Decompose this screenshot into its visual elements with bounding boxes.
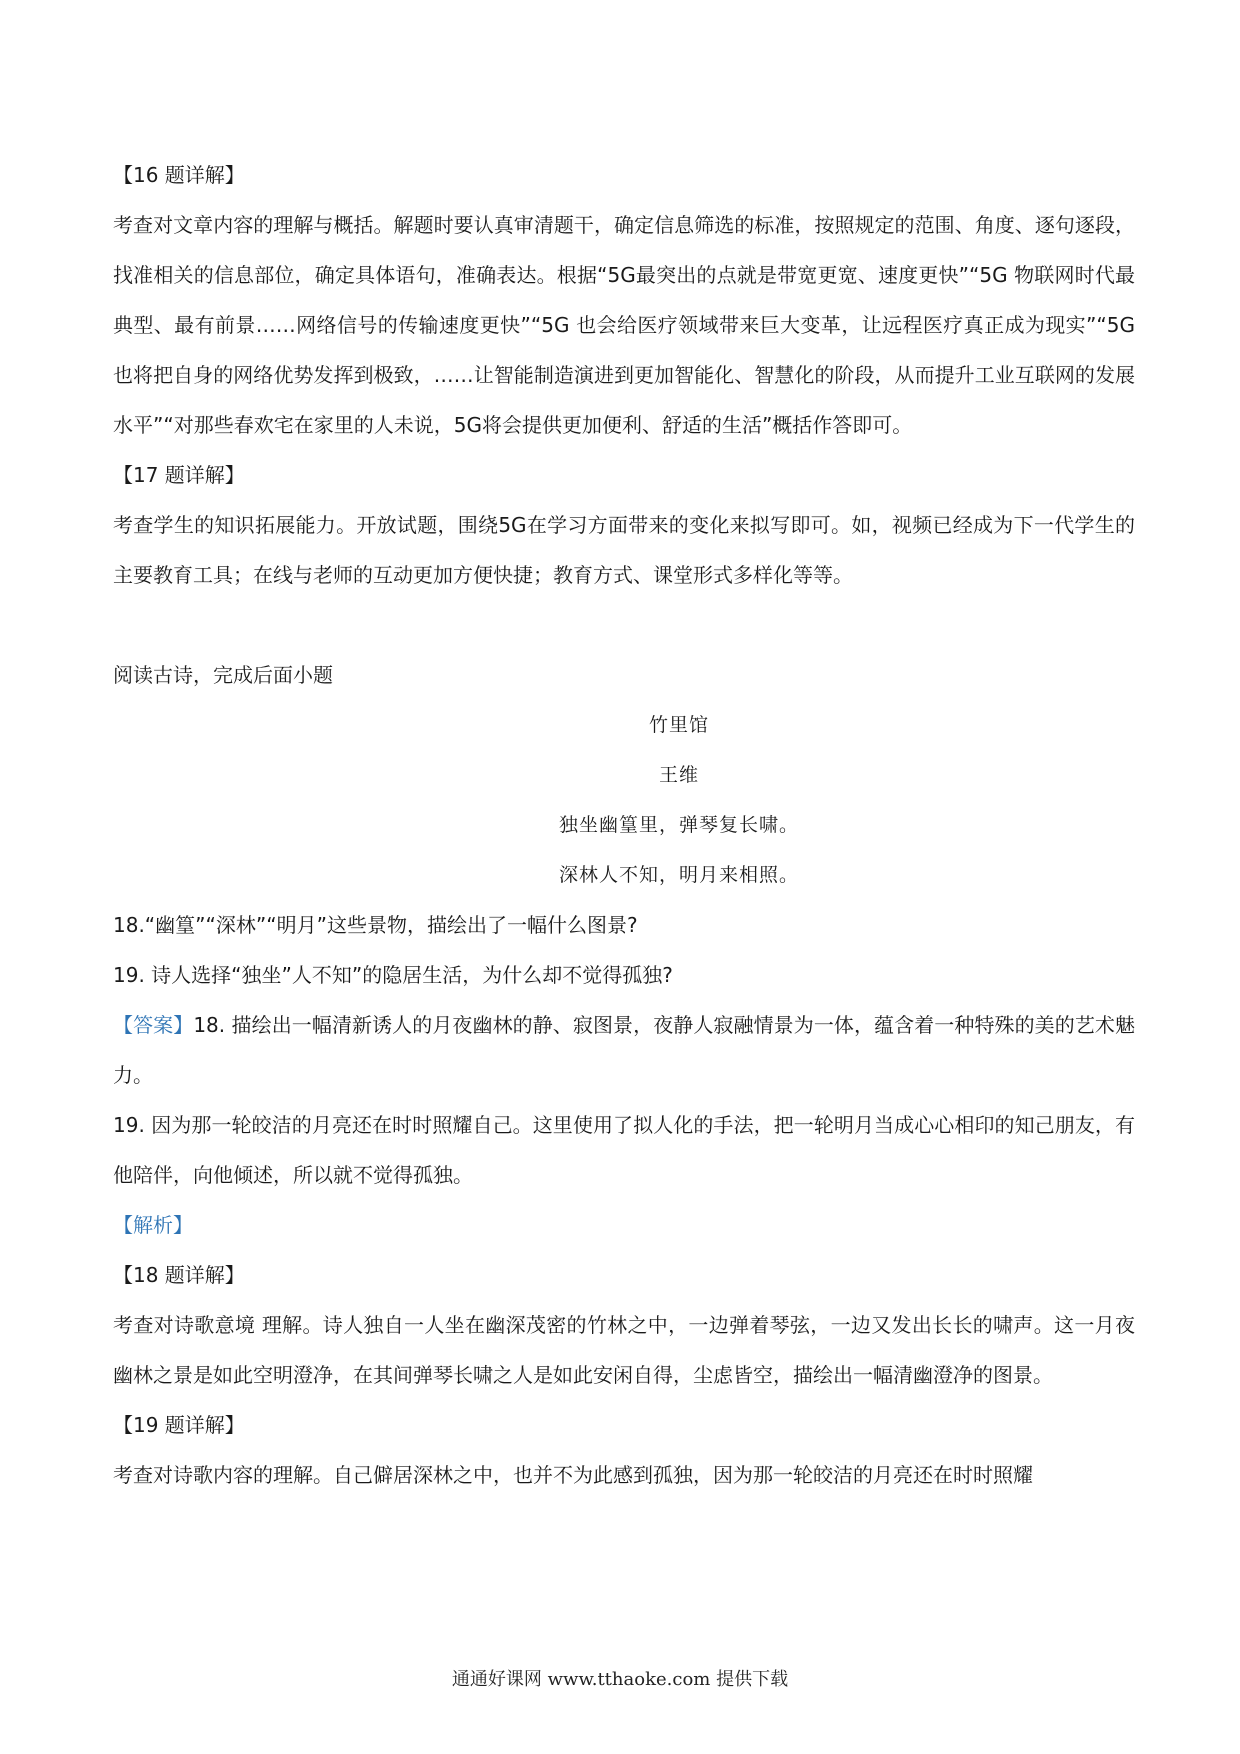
analysis-label: 【解析】 xyxy=(113,1213,193,1237)
spacer xyxy=(113,600,1135,650)
question-18: 18.“幽篁”“深林”“明月”这些景物，描绘出了一幅什么图景? xyxy=(113,913,638,937)
poem-title: 竹里馆 xyxy=(648,714,709,736)
question-19: 19. 诗人选择“独坐”人不知”的隐居生活，为什么却不觉得孤独? xyxy=(113,963,673,987)
section-19-body: 考查对诗歌内容的理解。自己僻居深林之中，也并不为此感到孤独，因为那一轮皎洁的月亮还在时时照耀 xyxy=(113,1463,1033,1487)
poem-author: 王维 xyxy=(658,764,699,786)
answer-18 xyxy=(113,1000,1135,1100)
section-17-body: 考查学生的知识拓展能力。开放试题，围绕5G在学习方面带来的变化来拟写即可。如，视频已经成为下一代学生的主要教育工具；在线与老师的互动更加方便快捷；教育方式、课堂形式多样化等等。 xyxy=(113,513,1135,587)
answer-label: 【答案】 xyxy=(113,1013,194,1037)
section-16-heading: 【16 题详解】 xyxy=(113,163,245,187)
page-footer: 通通好课网 www.tthaoke.com 提供下载 xyxy=(451,1669,789,1690)
section-16-body: 考查对文章内容的理解与概括。解题时要认真审清题干，确定信息筛选的标准，按照规定的范围、角度、逐句逐段，找准相关的信息部位，确定具体语句，准确表达。根据“5G最突出的点就是带宽更宽、速度更快”“5G 物联网时代最典型、最有前景……网络信号的传输速度更快”“5G 也会给医疗领域带来巨大变革，让远程医疗真正成为现实”“5G也将把自身的网络优势发挥到极致，……让智能制造演进到更加智能化、智慧化的阶段，从而提升工业互联网的发展水平”“对那些春欢宅在家里的人未说，5G将会提供更加便利、舒适的生活”概括作答即可。 xyxy=(113,213,1135,437)
document-body xyxy=(113,150,1135,1500)
section-18-body: 考查对诗歌意境 理解。诗人独自一人坐在幽深茂密的竹林之中，一边弹着琴弦，一边又发出长长的啸声。这一月夜幽林之景是如此空明澄净，在其间弹琴长啸之人是如此安闲自得，尘虑皆空，描绘出一幅清幽澄净的图景。 xyxy=(113,1313,1135,1387)
poem-line-2: 深林人不知，明月来相照。 xyxy=(558,864,799,886)
poem-line-1: 独坐幽篁里，弹琴复长啸。 xyxy=(558,814,799,836)
reading-intro: 阅读古诗，完成后面小题 xyxy=(113,663,333,687)
section-18-heading: 【18 题详解】 xyxy=(113,1263,245,1287)
answer-19: 19. 因为那一轮皎洁的月亮还在时时照耀自己。这里使用了拟人化的手法，把一轮明月当成心心相印的知己朋友，有他陪伴，向他倾述，所以就不觉得孤独。 xyxy=(113,1113,1135,1187)
section-17-heading: 【17 题详解】 xyxy=(113,463,245,487)
answer-18-text: 18. 描绘出一幅清新诱人的月夜幽林的静、寂图景，夜静人寂融情景为一体，蕴含着一种特殊的美的艺术魅力。 xyxy=(113,1013,1135,1087)
section-19-heading: 【19 题详解】 xyxy=(113,1413,245,1437)
